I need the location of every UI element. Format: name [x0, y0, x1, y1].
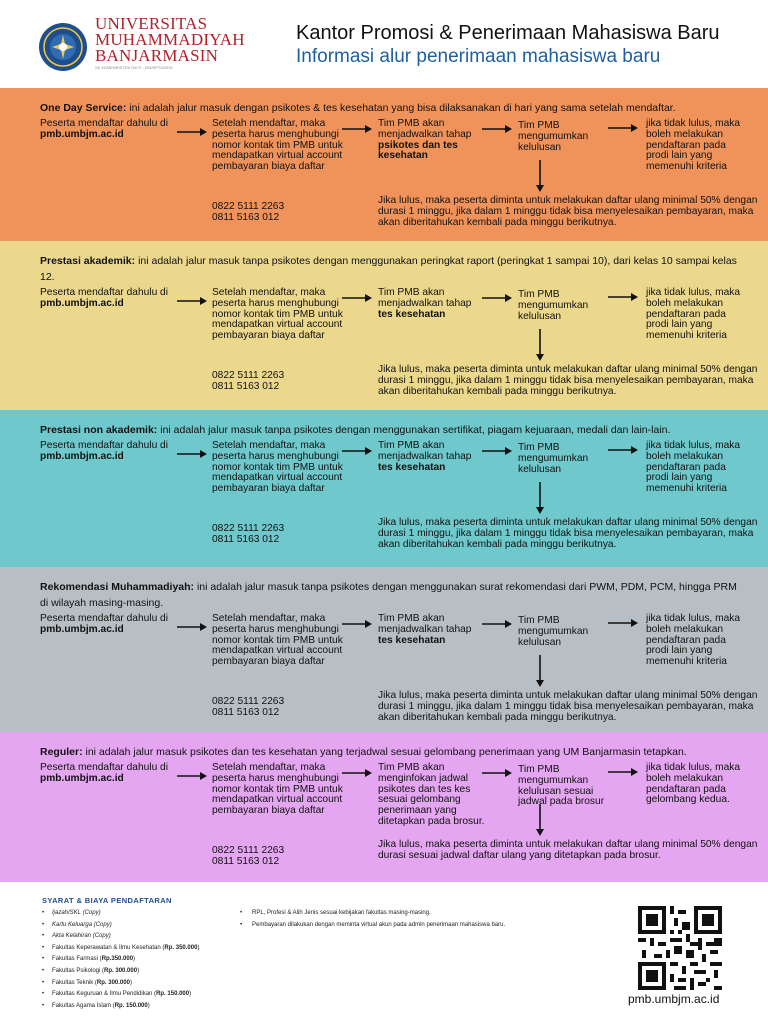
- header: [0, 0, 768, 88]
- requirements-list: [42, 908, 199, 1012]
- notes-list: [240, 908, 505, 931]
- contact-phone-2: 0811 5163 012: [212, 855, 280, 867]
- fee-item: [42, 954, 199, 966]
- requirement-item: • Akta Kelahiran (Copy): [42, 931, 199, 943]
- step-not-passed: jika tidak lulus, maka boleh melakukan pendaftaran pada prodi lain yang memenuhi kriteria: [646, 118, 740, 173]
- arrow-right-icon: [608, 445, 638, 455]
- contact-phone-2: 0811 5163 012: [212, 533, 280, 545]
- arrow-right-icon: [482, 768, 512, 778]
- contact-phone-2: 0811 5163 012: [212, 380, 280, 392]
- arrow-down-icon: [535, 160, 545, 192]
- path-name: Prestasi non akademik:: [40, 424, 158, 436]
- registration-link[interactable]: pmb.umbjm.ac.id: [40, 297, 124, 309]
- website-url[interactable]: pmb.umbjm.ac.id: [628, 992, 720, 1006]
- arrow-right-icon: [608, 618, 638, 628]
- step-contact: Setelah mendaftar, maka peserta harus menghubungi nomor kontak tim PMB untuk mendapatkan virtual account pembayaran biaya daftar: [212, 287, 343, 342]
- step-schedule-text: Tim PMB akan menjadwalkan tahap: [378, 613, 472, 635]
- university-name-line2: MUHAMMADIYAH: [95, 30, 245, 49]
- registration-link[interactable]: pmb.umbjm.ac.id: [40, 772, 124, 784]
- arrow-right-icon: [482, 619, 512, 629]
- university-name: [95, 16, 245, 64]
- step-passed-result: Jika lulus, maka peserta diminta untuk melakukan daftar ulang minimal 50% dengan durasi 1 minggu, jika dalam 1 minggu tidak bisa menyelesaikan pembayaran, maka akan diberitahukan kembali pada minggu berikutnya.: [378, 195, 758, 228]
- arrow-down-icon: [535, 482, 545, 514]
- fee-end: ): [197, 944, 200, 951]
- arrow-down-icon: [535, 655, 545, 687]
- contact-phone-1: 0822 5111 2263: [212, 523, 285, 534]
- fee-item: [42, 989, 199, 1001]
- fee-label: Fakultas Keguruan & Ilmu Pendidikan (: [52, 991, 157, 998]
- qr-code-icon[interactable]: [638, 906, 722, 990]
- fee-amount: Rp.350.000: [101, 956, 134, 963]
- path-description: ini adalah jalur masuk dengan psikotes & tes kesehatan yang bisa dilaksanakan di hari yang sama setelah mendaftar.: [126, 102, 676, 114]
- path-description: ini adalah jalur masuk tanpa psikotes dengan menggunakan surat rekomendasi dari PWM, PDM, PCM, hingga PRM di wilayah masing-masing.: [40, 581, 737, 609]
- step-register-text: Peserta mendaftar dahulu di: [40, 440, 168, 451]
- step-register-text: Peserta mendaftar dahulu di: [40, 762, 168, 773]
- arrow-right-icon: [342, 768, 372, 778]
- contact-phone-1: 0822 5111 2263: [212, 696, 285, 707]
- step-contact: Setelah mendaftar, maka peserta harus menghubungi nomor kontak tim PMB untuk mendapatkan virtual account pembayaran biaya daftar: [212, 440, 343, 495]
- requirement-item: • Ijazah/SKL (Copy): [42, 908, 199, 920]
- arrow-right-icon: [482, 124, 512, 134]
- arrow-right-icon: [342, 619, 372, 629]
- step-passed-result: Jika lulus, maka peserta diminta untuk melakukan daftar ulang minimal 50% dengan durasi 1 minggu, jika dalam 1 minggu tidak bisa menyelesaikan pembayaran, maka akan diberitahukan kembali pada minggu berikutnya.: [378, 364, 758, 397]
- contact-phone-2: 0811 5163 012: [212, 211, 280, 223]
- contact-phones: [212, 846, 284, 868]
- path-name: Rekomendasi Muhammadiyah:: [40, 581, 195, 593]
- step-schedule: [378, 119, 488, 162]
- arrow-down-icon: [535, 329, 545, 361]
- step-announce: Tim PMB mengumumkan kelulusan sesuai jadwal pada brosur: [518, 764, 605, 808]
- step-schedule-text: Tim PMB akan menjadwalkan tahap: [378, 440, 472, 462]
- arrow-right-icon: [342, 446, 372, 456]
- step-schedule-bold: psikotes dan tes kesehatan: [378, 139, 458, 162]
- path-section: [0, 567, 768, 732]
- step-register: [40, 614, 175, 636]
- fee-amount: Rp. 150.000: [114, 1002, 148, 1009]
- arrow-right-icon: [177, 296, 207, 306]
- university-decree: SK KEMENRISTEK DIKTI : 204/KPT/I/2015: [95, 65, 173, 70]
- step-not-passed: jika tidak lulus, maka boleh melakukan pendaftaran pada prodi lain yang memenuhi kriteria: [646, 613, 740, 668]
- fee-item: [42, 943, 199, 955]
- arrow-right-icon: [482, 293, 512, 303]
- fee-end: ): [137, 967, 140, 974]
- step-register-text: Peserta mendaftar dahulu di: [40, 287, 168, 298]
- arrow-right-icon: [608, 767, 638, 777]
- university-logo-emblem: [38, 22, 88, 72]
- step-contact: Setelah mendaftar, maka peserta harus menghubungi nomor kontak tim PMB untuk mendapatkan virtual account pembayaran biaya daftar: [212, 762, 343, 817]
- fee-amount: Rp. 150.000: [156, 991, 190, 998]
- step-announce: Tim PMB mengumumkan kelulusan: [518, 615, 589, 648]
- step-schedule-bold: tes kesehatan: [378, 634, 446, 646]
- registration-link[interactable]: pmb.umbjm.ac.id: [40, 623, 124, 635]
- step-passed-result: Jika lulus, maka peserta diminta untuk melakukan daftar ulang minimal 50% dengan durasi 1 minggu, jika dalam 1 minggu tidak bisa menyelesaikan pembayaran, maka akan diberitahukan kembali pada minggu berikutnya.: [378, 517, 758, 550]
- contact-phone-1: 0822 5111 2263: [212, 201, 285, 212]
- path-description: ini adalah jalur masuk tanpa psikotes dengan menggunakan peringkat raport (peringkat 1 sampai 10), dari kelas 10 sampai kelas 12.: [40, 255, 737, 283]
- fee-item: [42, 1001, 199, 1013]
- page-subtitle: Informasi alur penerimaan mahasiswa baru: [296, 46, 661, 67]
- university-name-line3: BANJARMASIN: [95, 46, 219, 65]
- step-passed-result: Jika lulus, maka peserta diminta untuk melakukan daftar ulang minimal 50% dengan durasi sesuai jadwal daftar ulang yang ditetapkan pada brosur.: [378, 839, 758, 861]
- step-schedule: [378, 288, 488, 320]
- path-heading: [40, 579, 740, 611]
- step-schedule: [378, 441, 488, 473]
- step-not-passed: jika tidak lulus, maka boleh melakukan pendaftaran pada prodi lain yang memenuhi kriteria: [646, 287, 740, 342]
- step-contact: Setelah mendaftar, maka peserta harus menghubungi nomor kontak tim PMB untuk mendapatkan virtual account pembayaran biaya daftar: [212, 613, 343, 668]
- contact-phone-1: 0822 5111 2263: [212, 370, 285, 381]
- path-heading: [40, 100, 740, 116]
- path-section: [0, 88, 768, 241]
- fee-label: Fakultas Keperawatan & Ilmu Kesehatan (: [52, 944, 165, 951]
- fee-label: Fakultas Psikologi (: [52, 967, 105, 974]
- contact-phones: [212, 697, 284, 719]
- fee-label: Fakultas Teknik (: [52, 979, 97, 986]
- fee-amount: Rp. 350.000: [164, 944, 198, 951]
- step-announce: Tim PMB mengumumkan kelulusan: [518, 442, 589, 475]
- arrow-right-icon: [177, 622, 207, 632]
- fee-item: [42, 978, 199, 990]
- step-schedule-bold: tes kesehatan: [378, 308, 446, 320]
- path-heading: [40, 253, 740, 285]
- step-announce: Tim PMB mengumumkan kelulusan: [518, 120, 589, 153]
- fee-end: ): [147, 1002, 150, 1009]
- fee-amount: Rp. 300.000: [96, 979, 130, 986]
- arrow-right-icon: [608, 292, 638, 302]
- path-section: [0, 410, 768, 567]
- contact-phones: [212, 371, 284, 393]
- step-register-text: Peserta mendaftar dahulu di: [40, 613, 168, 624]
- fee-item: [42, 966, 199, 978]
- path-name: Reguler:: [40, 746, 83, 758]
- path-heading: [40, 744, 740, 760]
- step-schedule-text: Tim PMB akan menjadwalkan tahap: [378, 118, 472, 140]
- step-register: [40, 288, 175, 310]
- path-description: ini adalah jalur masuk tanpa psikotes dengan menggunakan sertifikat, piagam kejuaraan, medali dan lain-lain.: [157, 424, 671, 436]
- step-announce: Tim PMB mengumumkan kelulusan: [518, 289, 589, 322]
- arrow-right-icon: [342, 293, 372, 303]
- arrow-right-icon: [177, 127, 207, 137]
- path-name: One Day Service:: [40, 102, 127, 114]
- arrow-right-icon: [177, 771, 207, 781]
- fee-end: ): [129, 979, 132, 986]
- step-not-passed: jika tidak lulus, maka boleh melakukan pendaftaran pada gelombang kedua.: [646, 762, 740, 806]
- registration-link[interactable]: pmb.umbjm.ac.id: [40, 450, 124, 462]
- step-passed-result: Jika lulus, maka peserta diminta untuk melakukan daftar ulang minimal 50% dengan durasi 1 minggu, jika dalam 1 minggu tidak bisa menyelesaikan pembayaran, maka akan diberitahukan kembali pada minggu berikutnya.: [378, 690, 758, 723]
- step-contact: Setelah mendaftar, maka peserta harus menghubungi nomor kontak tim PMB untuk mendapatkan virtual account pembayaran biaya daftar: [212, 118, 343, 173]
- requirements-title: SYARAT & BIAYA PENDAFTARAN: [42, 896, 172, 905]
- step-schedule-text: Tim PMB akan menginfokan jadwal psikotes dan tes kes sesuai gelombang penerimaan yang ditetapkan pada brosur.: [378, 762, 485, 827]
- contact-phones: [212, 202, 284, 224]
- note-item: • Pembayaran dilakukan dengan meminta virtual akun pada admin penerimaan mahasiswa baru.: [240, 920, 505, 932]
- arrow-down-icon: [535, 804, 545, 836]
- path-section: [0, 732, 768, 882]
- path-name: Prestasi akademik:: [40, 255, 136, 267]
- step-register: [40, 119, 175, 141]
- fee-label: Fakultas Farmasi (: [52, 956, 102, 963]
- fee-amount: Rp. 300.000: [104, 967, 138, 974]
- step-not-passed: jika tidak lulus, maka boleh melakukan pendaftaran pada prodi lain yang memenuhi kriteria: [646, 440, 740, 495]
- step-register: [40, 763, 175, 785]
- page-title: Kantor Promosi & Penerimaan Mahasiswa Baru: [296, 22, 720, 44]
- path-heading: [40, 422, 740, 438]
- step-schedule-bold: tes kesehatan: [378, 461, 446, 473]
- path-description: ini adalah jalur masuk psikotes dan tes kesehatan yang terjadwal sesuai gelombang penerimaan yang UM Banjarmasin tetapkan.: [82, 746, 687, 758]
- contact-phone-1: 0822 5111 2263: [212, 845, 285, 856]
- requirement-item: • Kartu Keluarga (Copy): [42, 920, 199, 932]
- contact-phone-2: 0811 5163 012: [212, 706, 280, 718]
- fee-end: ): [133, 956, 136, 963]
- arrow-right-icon: [177, 449, 207, 459]
- arrow-right-icon: [482, 446, 512, 456]
- contact-phones: [212, 524, 284, 546]
- arrow-right-icon: [608, 123, 638, 133]
- fee-label: Fakultas Agama Islam (: [52, 1002, 115, 1009]
- arrow-right-icon: [342, 124, 372, 134]
- note-item: • RPL, Profesi & Alih Jenis sesuai kebijakan fakultas masing-masing.: [240, 908, 505, 920]
- footer: [0, 882, 768, 1024]
- fee-end: ): [189, 991, 192, 998]
- step-schedule-text: Tim PMB akan menjadwalkan tahap: [378, 287, 472, 309]
- registration-link[interactable]: pmb.umbjm.ac.id: [40, 128, 124, 140]
- step-schedule: [378, 614, 488, 646]
- university-name-line1: UNIVERSITAS: [95, 14, 208, 33]
- step-register: [40, 441, 175, 463]
- step-register-text: Peserta mendaftar dahulu di: [40, 118, 168, 129]
- path-section: [0, 241, 768, 410]
- step-schedule: [378, 763, 488, 828]
